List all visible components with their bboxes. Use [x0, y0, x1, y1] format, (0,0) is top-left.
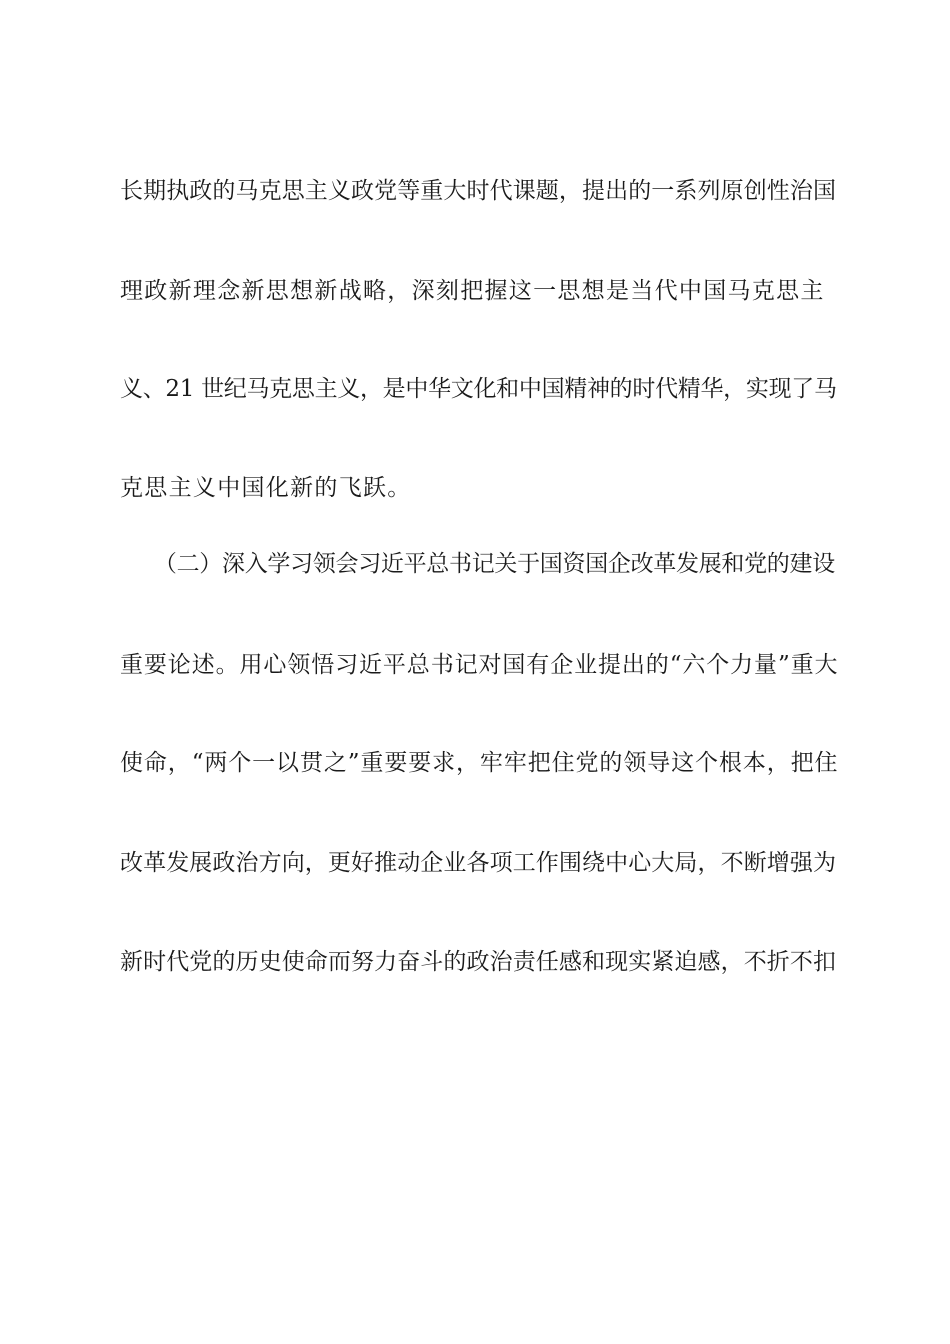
text-line-1: 长期执政的马克思主义政党等重大时代课题，提出的一系列原创性治国	[120, 178, 837, 204]
text-line-2: 理政新理念新思想新战略，深刻把握这一思想是当代中国马克思主	[120, 278, 825, 304]
text-line-4: 克思主义中国化新的飞跃。	[120, 475, 412, 501]
text-line-3: 义、21 世纪马克思主义，是中华文化和中国精神的时代精华，实现了马	[120, 376, 837, 402]
text-line-6: 重要论述。用心领悟习近平总书记对国有企业提出的“六个力量”重大	[120, 652, 839, 678]
text-line-9: 新时代党的历史使命而努力奋斗的政治责任感和现实紧迫感，不折不扣	[120, 949, 837, 975]
text-line-7: 使命，“两个一以贯之”重要要求，牢牢把住党的领导这个根本，把住	[120, 750, 839, 776]
text-line-5: （二）深入学习领会习近平总书记关于国资国企改革发展和党的建设	[120, 551, 835, 577]
text-line-8: 改革发展政治方向，更好推动企业各项工作围绕中心大局，不断增强为	[120, 850, 837, 876]
